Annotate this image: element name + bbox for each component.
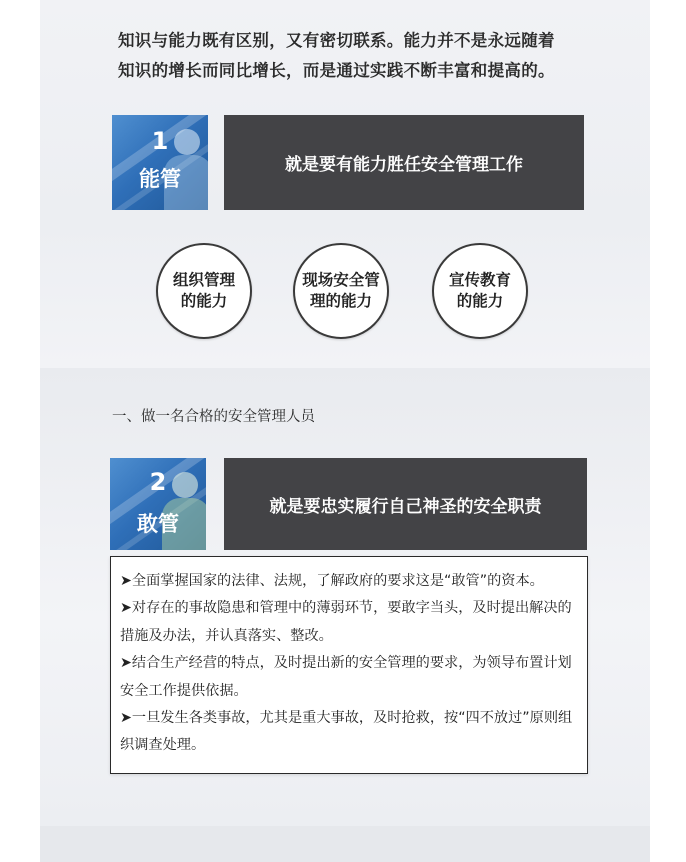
badge-2-number: 2 xyxy=(149,468,167,496)
intro-line-1: 知识与能力既有区别，又有密切联系。能力并不是永远随着 xyxy=(118,31,555,50)
ability-circle-site-safety xyxy=(293,243,389,339)
ability-3-line-1: 宣传教育 xyxy=(448,271,511,289)
rule-item: ➤对存在的事故隐患和管理中的薄弱环节，要敢字当头，及时提出解决的措施及办法，并认真落实、整改。 xyxy=(120,600,572,644)
ability-circle-organize xyxy=(156,243,252,339)
banner-1: 就是要有能力胜任安全管理工作 xyxy=(224,115,584,210)
badge-2-word: 敢管 xyxy=(137,512,179,536)
ability-1-line-2: 的能力 xyxy=(180,292,228,310)
badge-1-image xyxy=(112,115,208,210)
intro-paragraph xyxy=(118,26,588,86)
ability-2-line-1: 现场安全管 xyxy=(302,271,380,289)
ability-2-line-2: 理的能力 xyxy=(309,292,372,310)
footer-panel-background xyxy=(40,826,650,862)
rule-item: ➤一旦发生各类事故，尤其是重大事故，及时抢救，按“四不放过”原则组织调查处理。 xyxy=(120,710,573,754)
badge-2-image xyxy=(110,458,206,550)
badge-1-word: 能管 xyxy=(139,167,181,191)
ability-1-line-1: 组织管理 xyxy=(172,271,235,289)
rule-item: ➤结合生产经营的特点，及时提出新的安全管理的要求，为领导布置计划安全工作提供依据。 xyxy=(120,655,572,699)
intro-line-2: 知识的增长而同比增长，而是通过实践不断丰富和提高的。 xyxy=(118,61,555,80)
badge-1-number: 1 xyxy=(151,127,169,155)
ability-circle-education xyxy=(432,243,528,339)
banner-2: 就是要忠实履行自己神圣的安全职责 xyxy=(224,458,587,550)
rule-item: ➤全面掌握国家的法律、法规，了解政府的要求这是“敢管”的资本。 xyxy=(120,573,544,589)
rules-box xyxy=(110,556,588,774)
ability-3-line-2: 的能力 xyxy=(456,292,504,310)
section-title: 一、做一名合格的安全管理人员 xyxy=(112,409,315,425)
